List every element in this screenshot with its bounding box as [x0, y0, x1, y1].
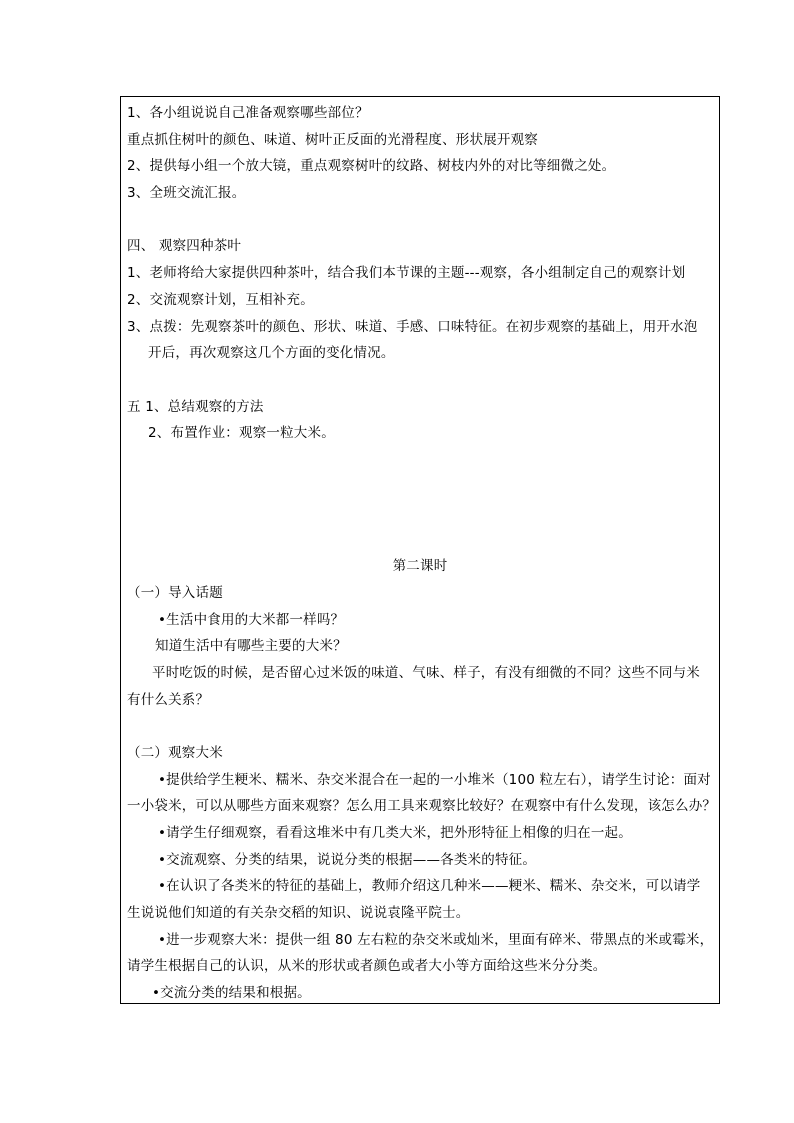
text-line: 重点抓住树叶的颜色、味道、树叶正反面的光滑程度、形状展开观察 — [127, 132, 538, 148]
text-line: 1、各小组说说自己准备观察哪些部位？ — [127, 105, 369, 121]
lesson-title: 第二课时 — [392, 558, 448, 574]
text-line: 2、交流观察计划，互相补充。 — [127, 292, 314, 308]
text-line: 开后，再次观察这几个方面的变化情况。 — [148, 345, 395, 361]
section-heading: （一）导入话题 — [127, 585, 223, 601]
text-line: 2、提供每小组一个放大镜，重点观察树叶的纹路、树枝内外的对比等细微之处。 — [127, 158, 616, 174]
text-line: 1、老师将给大家提供四种茶叶，结合我们本节课的主题---观察，各小组制定自己的观察计划 — [127, 265, 686, 281]
text-line: •生活中食用的大米都一样吗？ — [158, 612, 345, 628]
text-line: 3、全班交流汇报。 — [127, 185, 246, 201]
text-line: 一小袋米，可以从哪些方面来观察？怎么用工具来观察比较好？在观察中有什么发现，该怎么办？ — [127, 798, 717, 814]
text-line: 生说说他们知道的有关杂交稻的知识、说说袁隆平院士。 — [127, 905, 470, 921]
section-heading: （二）观察大米 — [127, 745, 223, 761]
text-line: 有什么关系？ — [127, 692, 210, 708]
text-line: •交流观察、分类的结果，说说分类的根据——各类米的特征。 — [158, 852, 537, 868]
text-line: 五 1、总结观察的方法 — [127, 399, 264, 415]
text-line: •交流分类的结果和根据。 — [152, 985, 311, 1001]
text-line: 2、布置作业：观察一粒大米。 — [148, 425, 335, 441]
section-heading: 四、 观察四种茶叶 — [127, 238, 242, 254]
text-line: •在认识了各类米的特征的基础上，教师介绍这几种米——粳米、糯米、杂交米，可以请学 — [158, 878, 701, 894]
text-line: •提供给学生粳米、糯米、杂交米混合在一起的一小堆米（100 粒左右），请学生讨论：面对 — [158, 772, 711, 788]
text-line: •进一步观察大米：提供一组 80 左右粒的杂交米或灿米，里面有碎米、带黑点的米或霉米， — [158, 932, 714, 948]
text-line: 请学生根据自己的认识，从米的形状或者颜色或者大小等方面给这些米分分类。 — [127, 958, 607, 974]
text-line: 知道生活中有哪些主要的大米？ — [155, 638, 347, 654]
text-line: 3、点拨：先观察茶叶的颜色、形状、味道、手感、口味特征。在初步观察的基础上，用开水泡 — [127, 319, 698, 335]
text-line: •请学生仔细观察，看看这堆米中有几类大米，把外形特征上相像的归在一起。 — [158, 825, 632, 841]
text-line: 平时吃饭的时候，是否留心过米饭的味道、气味、样子，有没有细微的不同？这些不同与米 — [152, 665, 700, 681]
